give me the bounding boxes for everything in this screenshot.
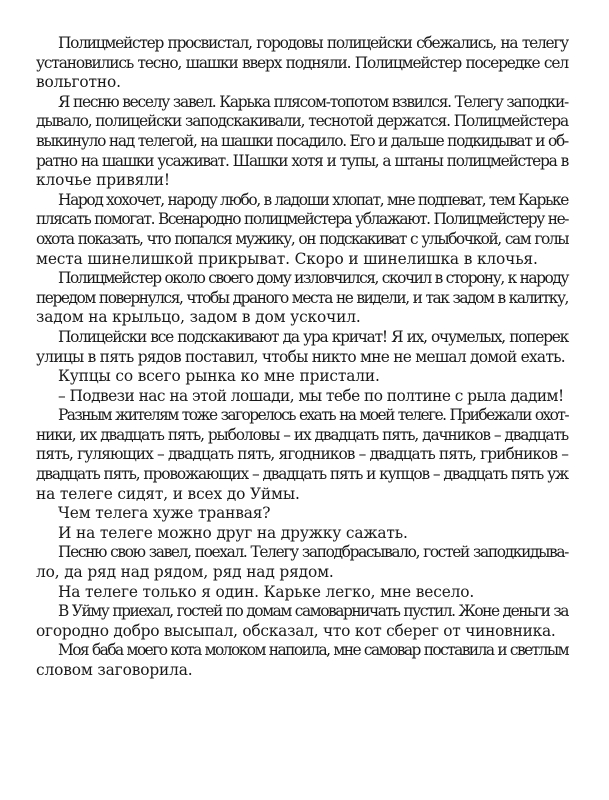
text-line: Народ хохочет, народу любо, в ладоши хлопат, мне подпеват, тем Карьке xyxy=(58,190,568,209)
text-line: охота показать, что попался мужику, он подскакиват с улыбочкой, сам голы xyxy=(36,229,568,248)
text-line: Я песню веселу завел. Карька плясом-топотом взвился. Телегу заподки- xyxy=(58,92,568,111)
paragraph xyxy=(36,641,568,680)
text-line: ники, их двадцать пять, рыболовы – их двадцать пять, дачников – двадцать xyxy=(36,425,568,444)
text-line: на телеге сидят, и всех до Уймы. xyxy=(36,484,300,503)
text-line: – Подвези нас на этой лошади, мы тебе по полтине с рыла дадим! xyxy=(58,386,564,405)
text-line: Разным жителям тоже загорелось ехать на моей телеге. Прибежали охот- xyxy=(58,406,568,425)
text-line: выкинуло над телегой, на шашки посадило. Его и дальше подкидыват и об- xyxy=(36,131,568,150)
text-line: Чем телега хуже транвая? xyxy=(58,504,271,523)
paragraph xyxy=(36,387,568,407)
paragraph xyxy=(36,34,568,93)
paragraph xyxy=(36,406,568,504)
text-line: клочье привяли! xyxy=(36,171,170,190)
text-line: задом на крыльцо, задом в дом ускочил. xyxy=(36,308,361,327)
paragraph xyxy=(36,524,568,544)
text-line: На телеге только я один. Карьке легко, мне весело. xyxy=(58,582,475,601)
text-line: Моя баба моего кота молоком напоила, мне самовар поставила и светлым xyxy=(58,641,568,660)
text-line: дывало, полицейски заподскакивали, теснотой держатся. Полицмейстера xyxy=(36,112,568,131)
text-line: И на телеге можно друг на дружку сажать. xyxy=(58,523,408,542)
paragraph xyxy=(36,93,568,191)
paragraph xyxy=(36,583,568,603)
text-line: Полицмейстер просвистал, городовы полицейски сбежались, на телегу xyxy=(58,34,568,52)
paragraph xyxy=(36,328,568,367)
paragraph xyxy=(36,269,568,328)
text-line: пять, гуляющих – двадцать пять, ягодников – двадцать пять, грибников – xyxy=(36,445,568,464)
text-line: В Уйму приехал, гостей по домам самоварничать пустил. Жоне деньги за xyxy=(58,602,568,621)
paragraph xyxy=(36,191,568,269)
text-line: Полицейски все подскакивают да ура кричат! Я их, очумелых, поперек xyxy=(58,327,568,346)
paragraph xyxy=(36,602,568,641)
text-line: улицы в пять рядов поставил, чтобы никто мне не мешал домой ехать. xyxy=(36,347,565,366)
text-line: словом заговорила. xyxy=(36,661,193,679)
text-line: вольготно. xyxy=(36,73,121,92)
text-line: плясать помогат. Всенародно полицмейстера ублажают. Полицмейстеру не- xyxy=(36,210,568,229)
text-line: установились тесно, шашки вверх подняли. Полицмейстер посередке сел xyxy=(36,53,568,72)
paragraph xyxy=(36,504,568,524)
text-line: места шинелишкой прикрыват. Скоро и шинелишка в клочья. xyxy=(36,249,538,268)
text-line: Песню свою завел, поехал. Телегу заподбрасывало, гостей заподкидыва- xyxy=(58,543,568,562)
paragraph xyxy=(36,543,568,582)
text-line: Полицмейстер около своего дому изловчился, скочил в сторону, к народу xyxy=(58,269,568,288)
paragraph xyxy=(36,367,568,387)
text-line: двадцать пять, провожающих – двадцать пять и купцов – двадцать пять уж xyxy=(36,465,568,484)
text-line: ратно на шашки усаживат. Шашки хотя и тупы, а штаны полицмейстера в xyxy=(36,151,568,170)
text-line: огородно добро высыпал, обсказал, что кот сберег от чиновника. xyxy=(36,621,556,640)
text-line: ло, да ряд над рядом, ряд над рядом. xyxy=(36,563,334,582)
text-line: передом повернулся, чтобы драного места не видели, и так задом в калитку, xyxy=(36,288,568,307)
document-page xyxy=(36,34,568,681)
text-line: Купцы со всего рынка ко мне пристали. xyxy=(58,367,380,386)
